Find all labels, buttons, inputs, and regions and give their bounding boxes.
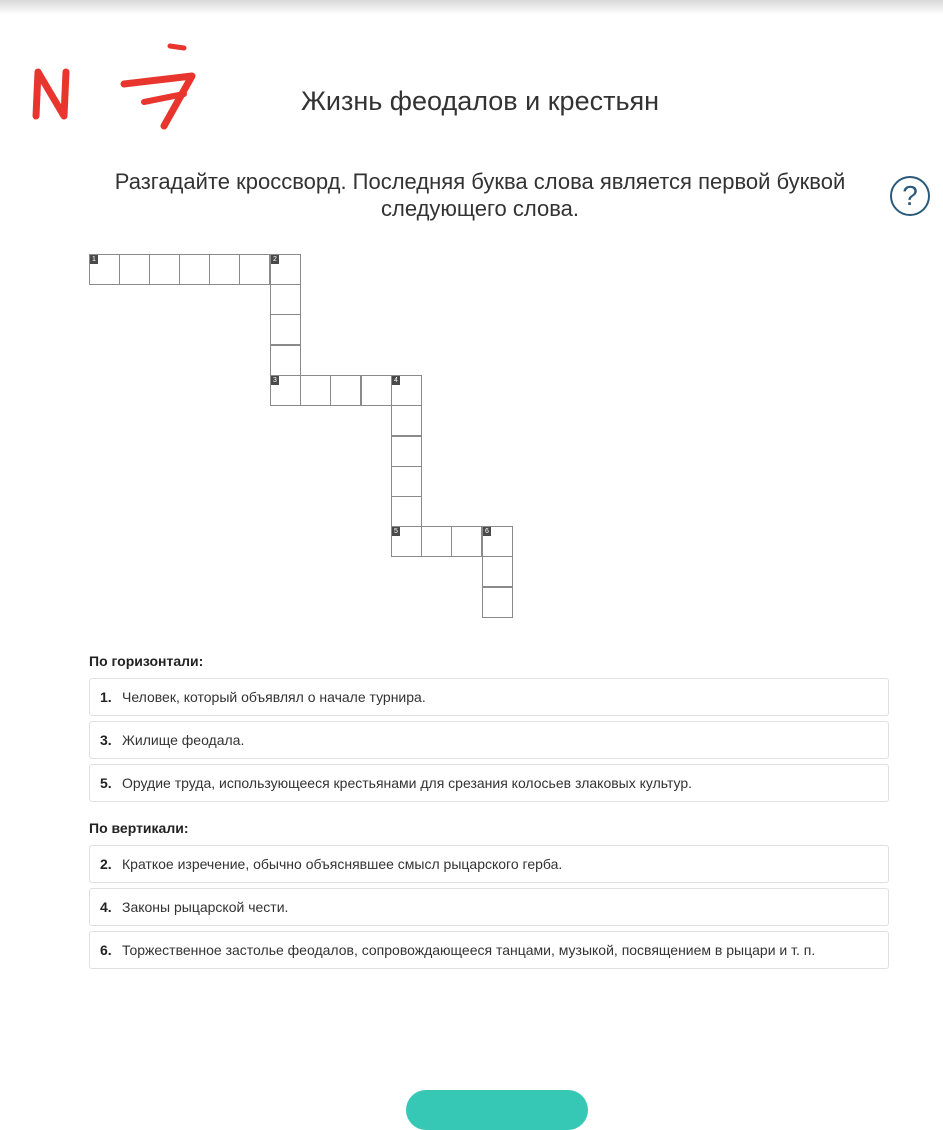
clue-number: 3. bbox=[100, 732, 112, 748]
crossword-cell[interactable] bbox=[451, 526, 482, 557]
crossword-cell[interactable] bbox=[391, 405, 422, 436]
crossword-cell[interactable] bbox=[391, 496, 422, 527]
crossword-cell[interactable] bbox=[149, 254, 180, 285]
crossword-cell[interactable] bbox=[300, 375, 331, 406]
clue-item bbox=[89, 931, 889, 969]
clue-number: 6. bbox=[100, 942, 112, 958]
cell-number: 4 bbox=[392, 376, 400, 385]
crossword-cell[interactable] bbox=[391, 436, 422, 467]
crossword-cell[interactable] bbox=[239, 254, 270, 285]
clue-text: Законы рыцарской чести. bbox=[122, 899, 289, 915]
crossword-cell[interactable] bbox=[270, 345, 301, 376]
crossword-cell[interactable] bbox=[482, 587, 513, 618]
submit-button[interactable] bbox=[406, 1090, 588, 1130]
crossword-cell[interactable] bbox=[89, 254, 120, 285]
cell-number: 6 bbox=[483, 527, 491, 536]
top-bar bbox=[0, 0, 943, 14]
cell-number: 5 bbox=[392, 527, 400, 536]
clue-item bbox=[89, 678, 889, 716]
crossword-cell[interactable] bbox=[270, 284, 301, 315]
crossword-cell[interactable] bbox=[391, 526, 422, 557]
clue-number: 4. bbox=[100, 899, 112, 915]
crossword-cell[interactable] bbox=[270, 314, 301, 345]
crossword-cell[interactable] bbox=[482, 556, 513, 587]
crossword-cell[interactable] bbox=[391, 375, 422, 406]
vertical-heading: По вертикали: bbox=[89, 820, 189, 836]
clue-text: Жилище феодала. bbox=[122, 732, 245, 748]
cell-number: 1 bbox=[90, 255, 98, 264]
clue-item bbox=[89, 845, 889, 883]
clue-text: Краткое изречение, обычно объяснявшее смысл рыцарского герба. bbox=[122, 856, 563, 872]
clue-number: 1. bbox=[100, 689, 112, 705]
clue-text: Человек, который объявлял о начале турнира. bbox=[122, 689, 426, 705]
clue-number: 2. bbox=[100, 856, 112, 872]
horizontal-heading: По горизонтали: bbox=[89, 653, 204, 669]
clue-number: 5. bbox=[100, 775, 112, 791]
cell-number: 2 bbox=[271, 255, 279, 264]
help-button[interactable]: ? bbox=[890, 176, 930, 216]
crossword-cell[interactable] bbox=[330, 375, 361, 406]
handwritten-annotation bbox=[24, 36, 204, 136]
crossword-cell[interactable] bbox=[209, 254, 240, 285]
crossword-cell[interactable] bbox=[119, 254, 150, 285]
clue-item bbox=[89, 764, 889, 802]
cell-number: 3 bbox=[271, 376, 279, 385]
crossword-cell[interactable] bbox=[179, 254, 210, 285]
task-instruction: Разгадайте кроссворд. Последняя буква слова является первой буквой следующего слова. bbox=[114, 169, 846, 221]
clue-item bbox=[89, 888, 889, 926]
crossword-cell[interactable] bbox=[270, 375, 301, 406]
crossword-cell[interactable] bbox=[391, 466, 422, 497]
clue-text: Орудие труда, использующееся крестьянами для срезания колосьев злаковых культур. bbox=[122, 775, 693, 791]
clue-text: Торжественное застолье феодалов, сопровождающееся танцами, музыкой, посвящением в рыцари и т. п. bbox=[122, 942, 816, 958]
page-title: Жизнь феодалов и крестьян bbox=[300, 86, 660, 116]
crossword-cell[interactable] bbox=[482, 526, 513, 557]
crossword-cell[interactable] bbox=[361, 375, 392, 406]
clue-item bbox=[89, 721, 889, 759]
crossword-cell[interactable] bbox=[421, 526, 452, 557]
crossword-cell[interactable] bbox=[270, 254, 301, 285]
